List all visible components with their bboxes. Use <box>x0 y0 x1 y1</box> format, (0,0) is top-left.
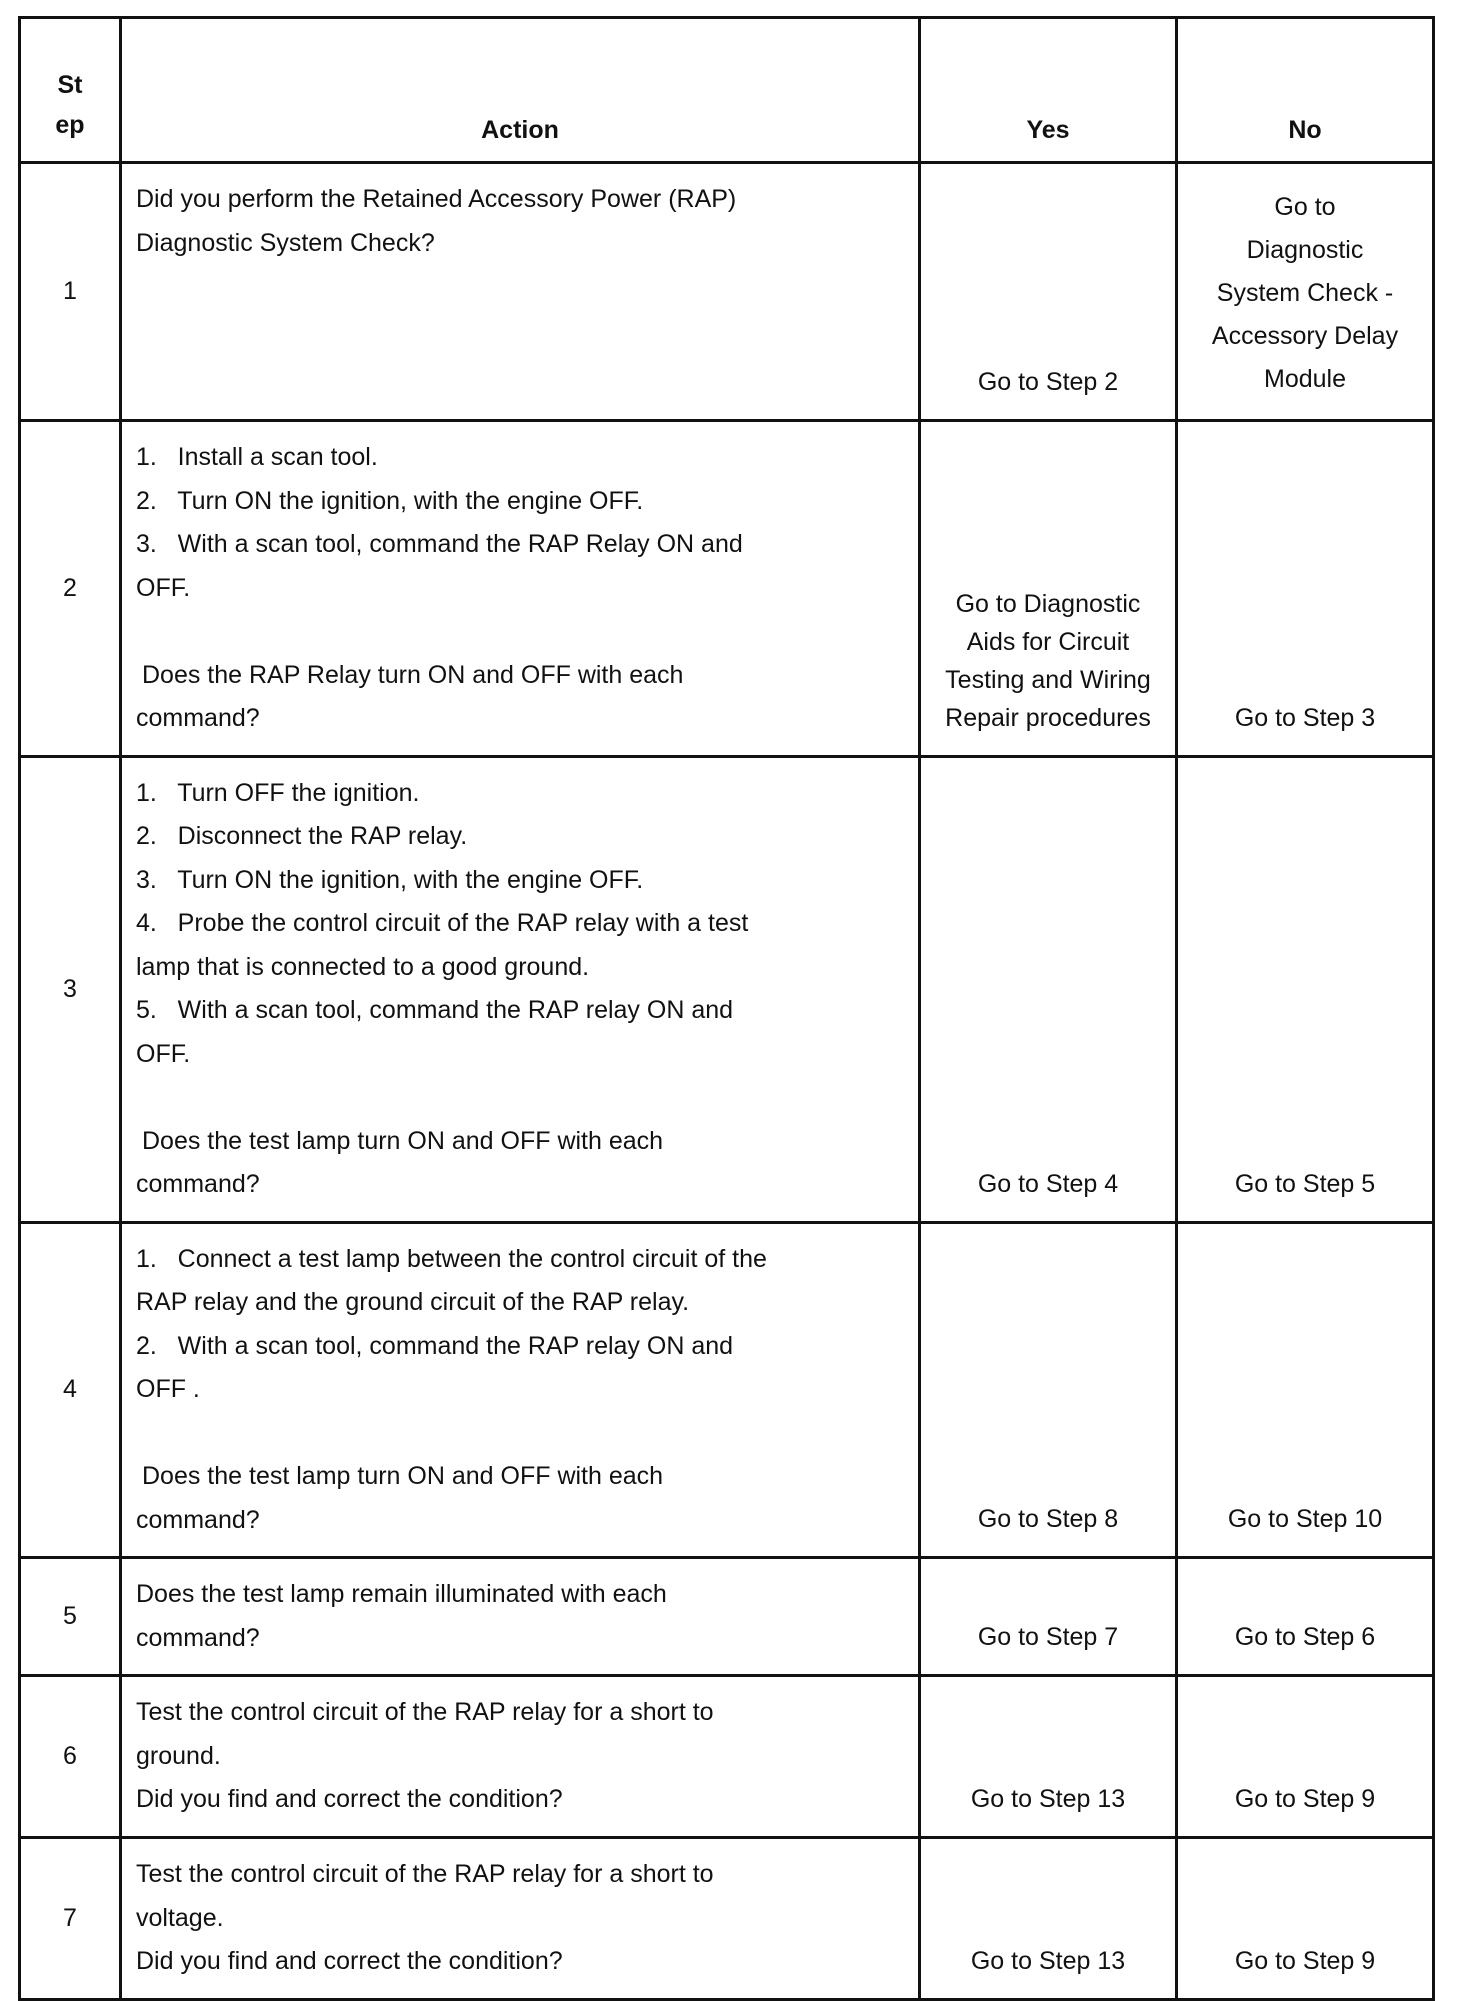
action-line: command? <box>136 1623 260 1652</box>
action-line: RAP relay and the ground circuit of the RAP relay. <box>136 1288 690 1316</box>
no-cell: Go to Step 10 <box>1177 1222 1434 1558</box>
action-line: OFF . <box>136 1375 200 1403</box>
no-cell: Go to Step 5 <box>1177 756 1434 1222</box>
step-number: 6 <box>20 1676 121 1838</box>
action-line: Diagnostic System Check? <box>136 228 435 257</box>
action-line: OFF. <box>136 1039 191 1068</box>
yes-cell: Go to Step 8 <box>920 1222 1177 1558</box>
yes-cell: Go to Step 7 <box>920 1558 1177 1676</box>
header-row <box>20 18 1434 163</box>
no-cell: Go to Step 9 <box>1177 1676 1434 1838</box>
question-line: command? <box>136 1505 260 1534</box>
action-line: 3. Turn ON the ignition, with the engine OFF. <box>136 865 644 894</box>
step-number: 3 <box>20 756 121 1222</box>
table-row <box>20 756 1434 1222</box>
yes-cell: Go to Step 4 <box>920 756 1177 1222</box>
action-cell <box>121 163 920 421</box>
action-cell <box>121 1558 920 1676</box>
yes-cell: Go to Step 13 <box>920 1676 1177 1838</box>
action-line: Test the control circuit of the RAP relay for a short to <box>136 1698 714 1726</box>
action-line: Did you find and correct the condition? <box>136 1785 563 1813</box>
action-line: 5. With a scan tool, command the RAP relay ON and <box>136 996 734 1024</box>
step-number: 5 <box>20 1558 121 1676</box>
action-line: Does the test lamp remain illuminated with each <box>136 1580 667 1608</box>
no-cell: Go to Step 9 <box>1177 1838 1434 2000</box>
question-line: command? <box>136 704 260 732</box>
action-line: 2. Disconnect the RAP relay. <box>136 822 468 850</box>
question-line: Does the test lamp turn ON and OFF with each <box>142 1462 664 1490</box>
table-row <box>20 1838 1434 2000</box>
header-no: No <box>1177 18 1434 163</box>
diagnostic-table <box>18 16 1435 2001</box>
action-cell <box>121 421 920 757</box>
action-line: ground. <box>136 1741 221 1770</box>
step-number: 4 <box>20 1222 121 1558</box>
table-row <box>20 1222 1434 1558</box>
action-line: voltage. <box>136 1903 224 1932</box>
action-cell <box>121 1838 920 2000</box>
step-number: 7 <box>20 1838 121 2000</box>
action-line: Test the control circuit of the RAP relay for a short to <box>136 1860 714 1888</box>
yes-cell: Go to Step 2 <box>920 163 1177 421</box>
question-line: Does the test lamp turn ON and OFF with each <box>142 1126 664 1155</box>
question-line: Does the RAP Relay turn ON and OFF with each <box>142 660 684 689</box>
no-cell: Go to Step 3 <box>1177 421 1434 757</box>
question-line: command? <box>136 1170 260 1198</box>
yes-cell: Go to Step 13 <box>920 1838 1177 2000</box>
action-line: 4. Probe the control circuit of the RAP relay with a test <box>136 909 749 937</box>
action-line: 1. Connect a test lamp between the control circuit of the <box>136 1244 767 1273</box>
action-cell <box>121 756 920 1222</box>
action-line: OFF. <box>136 573 191 602</box>
header-yes: Yes <box>920 18 1177 163</box>
no-cell: Go to Diagnostic System Check - Accessory Delay Module <box>1177 163 1434 421</box>
yes-cell: Go to Diagnostic Aids for Circuit Testing and Wiring Repair procedures <box>920 421 1177 757</box>
action-line: 1. Install a scan tool. <box>136 443 378 471</box>
header-action: Action <box>121 18 920 163</box>
action-line: Did you perform the Retained Accessory Power (RAP) <box>136 185 737 213</box>
no-cell: Go to Step 6 <box>1177 1558 1434 1676</box>
header-step: St ep <box>20 18 121 163</box>
action-line: lamp that is connected to a good ground. <box>136 952 590 981</box>
table-row <box>20 1676 1434 1838</box>
action-line: 1. Turn OFF the ignition. <box>136 778 420 807</box>
action-line: 3. With a scan tool, command the RAP Relay ON and <box>136 530 743 558</box>
table-row <box>20 421 1434 757</box>
action-line: 2. Turn ON the ignition, with the engine OFF. <box>136 486 644 515</box>
action-line: Did you find and correct the condition? <box>136 1947 563 1975</box>
table-row <box>20 1558 1434 1676</box>
action-line: 2. With a scan tool, command the RAP relay ON and <box>136 1331 734 1360</box>
action-cell <box>121 1222 920 1558</box>
step-number: 1 <box>20 163 121 421</box>
table-row <box>20 163 1434 421</box>
action-cell <box>121 1676 920 1838</box>
step-number: 2 <box>20 421 121 757</box>
